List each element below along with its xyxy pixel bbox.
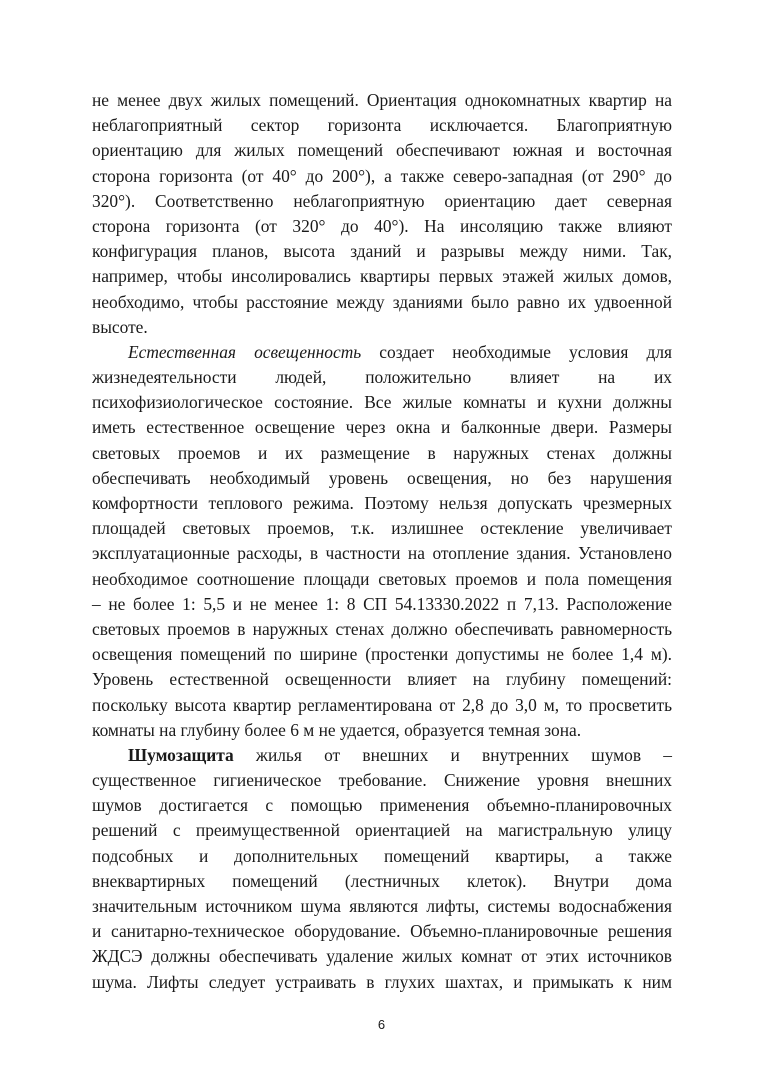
text-line: шумов достигается с помощью применения объемно-планировочных (92, 795, 672, 816)
text-line: освещения помещений по ширине (простенки допустимы не более 1,4 м). (92, 644, 672, 665)
noise-term: Шумозащита (128, 744, 234, 765)
text-line: подсобных и дополнительных помещений квартиры, а также (92, 845, 672, 866)
page-number: 6 (377, 1017, 386, 1032)
text-line: сторона горизонта (от 40° до 200°), а также северо-западная (от 290° до (92, 165, 672, 186)
text-line: высоте. (92, 316, 148, 337)
text-line: площадей световых проемов, т.к. излишнее остекление увеличивает (92, 518, 672, 539)
text-line: световых проемов в наружных стенах должно обеспечивать равномерность (92, 618, 672, 639)
paragraph-lighting-first-line (92, 340, 672, 365)
text-line: необходимо, чтобы расстояние между зданиями было равно их удвоенной (92, 291, 672, 312)
text-line: жизнедеятельности людей, положительно влияет на их (92, 367, 672, 388)
text-line: – не более 1: 5,5 и не менее 1: 8 СП 54.13330.2022 п 7,13. Расположение (92, 593, 672, 614)
text-line: решений с преимущественной ориентацией на магистральную улицу (92, 820, 672, 841)
text-line: сторона горизонта (от 320° до 40°). На инсоляцию также влияют (92, 215, 672, 236)
text-line: существенное гигиеническое требование. Снижение уровня внешних (92, 770, 672, 791)
text-line: поскольку высота квартир регламентирована от 2,8 до 3,0 м, то просветить (92, 694, 672, 715)
text-line: эксплуатационные расходы, в частности на отопление здания. Установлено (92, 543, 672, 564)
text-line: конфигурация планов, высота зданий и разрывы между ними. Так, (92, 241, 672, 262)
text-line: ЖДСЭ должны обеспечивать удаление жилых комнат от этих источников (92, 946, 672, 967)
text-line: световых проемов и их размещение в наружных стенах должны (92, 442, 672, 463)
text-line: Уровень естественной освещенности влияет на глубину помещений: (92, 669, 672, 690)
text-line: внеквартирных помещений (лестничных клеток). Внутри дома (92, 870, 672, 891)
body-text (92, 88, 672, 995)
text-line: иметь естественное освещение через окна и балконные двери. Размеры (92, 417, 672, 438)
text-line: значительным источником шума являются лифты, системы водоснабжения (92, 896, 672, 916)
text-line: неблагоприятный сектор горизонта исключается. Благоприятную (92, 115, 672, 136)
text-line: 320°). Соответственно неблагоприятную ориентацию дает северная (92, 190, 672, 211)
text-line: обеспечивать необходимый уровень освещения, но без нарушения (92, 467, 672, 488)
paragraph-noise-first-line (92, 743, 672, 768)
text-line: и санитарно-техническое оборудование. Объемно-планировочные решения (92, 921, 672, 942)
text-line: психофизиологическое состояние. Все жилые комнаты и кухни должны (92, 392, 672, 413)
lighting-line-rest: создает необходимые условия для (361, 341, 672, 362)
text-line: не менее двух жилых помещений. Ориентация однокомнатных квартир на (92, 90, 672, 110)
text-line: комнаты на глубину более 6 м не удается, образуется темная зона. (92, 719, 582, 740)
text-line: например, чтобы инсолировались квартиры первых этажей жилых домов, (92, 266, 672, 287)
text-line: шума. Лифты следует устраивать в глухих шахтах, и примыкать к ним (92, 971, 672, 992)
text-line: комфортности теплового режима. Поэтому нельзя допускать чрезмерных (92, 493, 672, 513)
text-line: необходимое соотношение площади световых проемов и пола помещения (92, 568, 672, 589)
lighting-term: Естественная освещенность (128, 341, 362, 362)
noise-line-rest: жилья от внешних и внутренних шумов – (233, 744, 672, 765)
text-line: ориентацию для жилых помещений обеспечивают южная и восточная (92, 140, 672, 161)
